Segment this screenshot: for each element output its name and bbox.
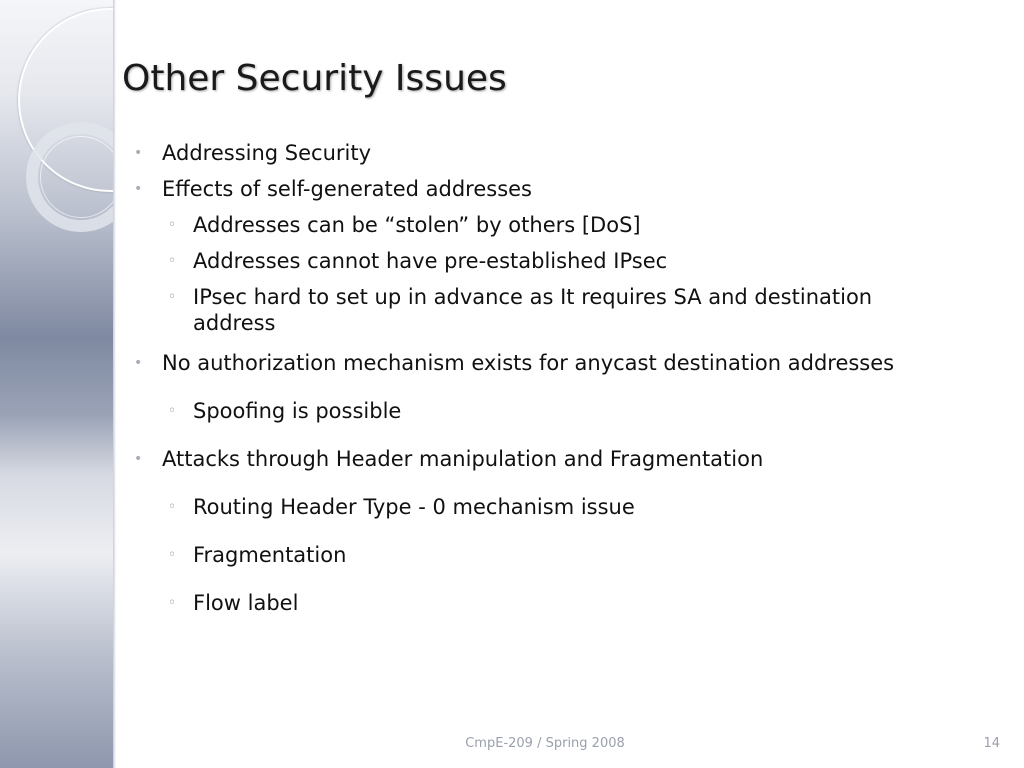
list-item-text: Effects of self-generated addresses [162, 177, 532, 201]
sub-bullet-icon: ◦ [168, 253, 177, 269]
list-item-text: Attacks through Header manipulation and Fragmentation [162, 447, 764, 471]
footer-course: CmpE-209 / Spring 2008 [465, 736, 625, 751]
decorative-ring-inner [40, 136, 113, 218]
list-item [134, 176, 994, 202]
bullet-icon: • [134, 355, 143, 371]
sub-list-item [134, 542, 994, 568]
sub-list-item [134, 494, 994, 520]
list-item-text: No authorization mechanism exists for anycast destination addresses [162, 351, 895, 375]
sub-bullet-icon: ◦ [168, 289, 177, 305]
sub-list-item [134, 284, 934, 336]
sidebar-edge [113, 0, 116, 768]
bullet-icon: • [134, 451, 143, 467]
list-item [134, 140, 994, 166]
sub-bullet-icon: ◦ [168, 595, 177, 611]
slide-title: Other Security Issues [122, 58, 507, 99]
sub-list-item-text: Fragmentation [193, 543, 347, 567]
sub-list-item-text: IPsec hard to set up in advance as It requires SA and destination address [193, 285, 873, 335]
sub-list-item [134, 248, 994, 274]
footer-page-number: 14 [983, 736, 1000, 751]
sub-list-item-text: Addresses cannot have pre-established IPsec [193, 249, 668, 273]
sub-list-item-text: Spoofing is possible [193, 399, 402, 423]
list-item [134, 350, 994, 376]
sub-bullet-icon: ◦ [168, 499, 177, 515]
sub-list-item [134, 212, 994, 238]
sub-list-item [134, 590, 994, 616]
list-item-text: Addressing Security [162, 141, 372, 165]
sub-list-item-text: Addresses can be “stolen” by others [DoS] [193, 213, 641, 237]
sub-list-item-text: Flow label [193, 591, 299, 615]
sub-list-item [134, 398, 994, 424]
sub-bullet-icon: ◦ [168, 547, 177, 563]
bullet-icon: • [134, 145, 143, 161]
bullet-icon: • [134, 181, 143, 197]
sub-bullet-icon: ◦ [168, 217, 177, 233]
sub-bullet-icon: ◦ [168, 403, 177, 419]
list-item [134, 446, 994, 472]
sub-list-item-text: Routing Header Type - 0 mechanism issue [193, 495, 635, 519]
decorative-sidebar [0, 0, 113, 768]
